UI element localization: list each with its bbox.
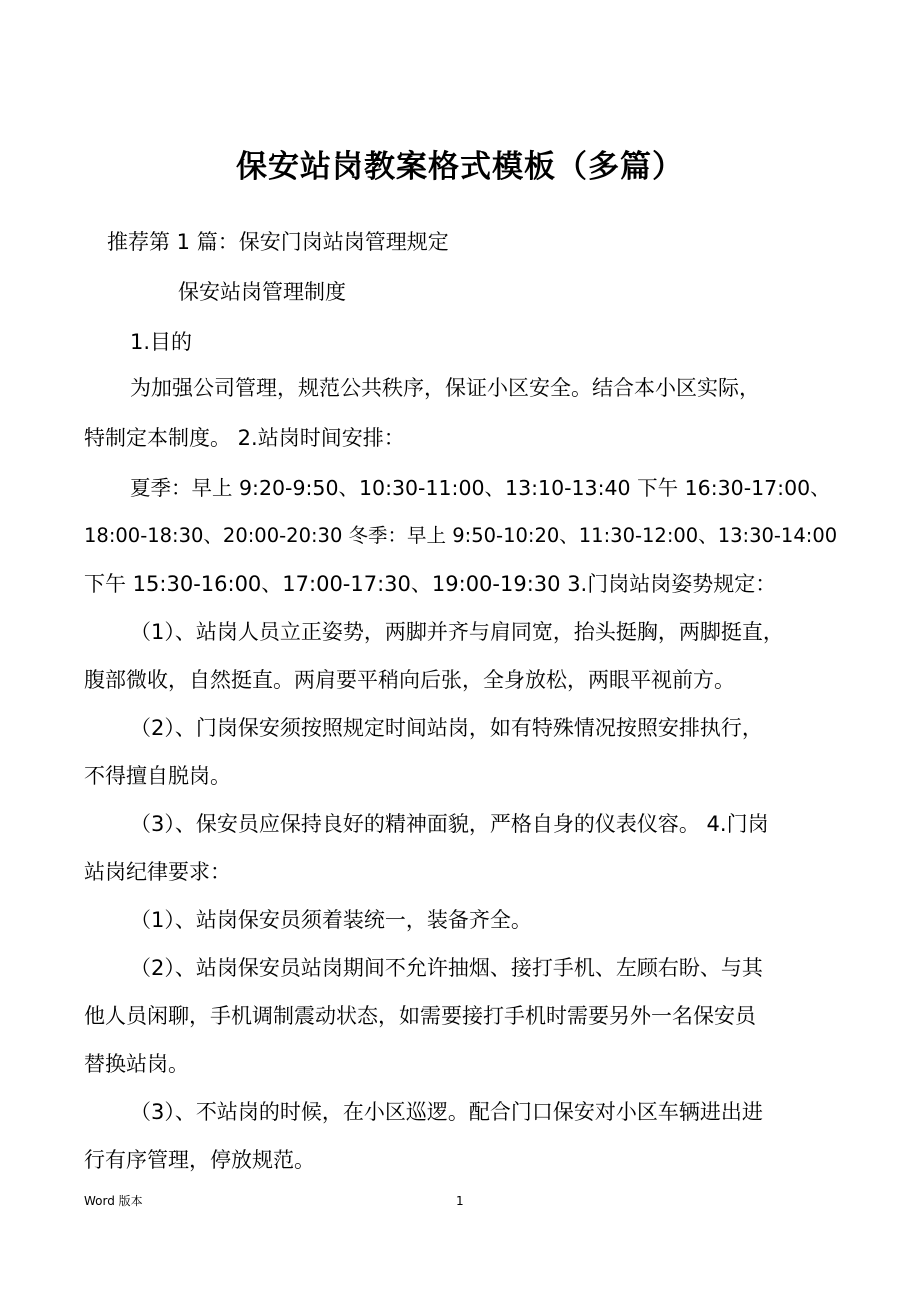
paragraph-line: 特制定本制度。 2.站岗时间安排： — [84, 426, 405, 450]
paragraph-line: 替换站岗。 — [84, 1052, 189, 1076]
paragraph-line: （2）、站岗保安员站岗期间不允许抽烟、接打手机、左顾右盼、与其 — [130, 956, 763, 980]
paragraph-line: （2）、门岗保安须按照规定时间站岗，如有特殊情况按照安排执行， — [130, 716, 763, 740]
paragraph-line: 1.目的 — [130, 330, 193, 354]
paragraph-line: 夏季：早上 9:20-9:50、10:30-11:00、13:10-13:40 下午 16:30-17:00、 — [130, 476, 831, 500]
paragraph-line: （1）、站岗人员立正姿势，两脚并齐与肩同宽，抬头挺胸，两脚挺直， — [130, 620, 784, 644]
page-number: 1 — [456, 1194, 464, 1208]
paragraph-line: 为加强公司管理，规范公共秩序，保证小区安全。结合本小区实际， — [130, 376, 760, 400]
paragraph-line: 他人员闲聊，手机调制震动状态，如需要接打手机时需要另外一名保安员 — [84, 1004, 756, 1028]
footer-label: Word 版本 — [84, 1194, 143, 1208]
paragraph-line: 站岗纪律要求： — [84, 860, 231, 884]
paragraph-line: 腹部微收，自然挺直。两肩要平稍向后张，全身放松，两眼平视前方。 — [84, 668, 735, 692]
intro-heading: 推荐第 1 篇：保安门岗站岗管理规定 — [107, 230, 449, 254]
paragraph-line: 下午 15:30-16:00、17:00-17:30、19:00-19:30 3.门岗站岗姿势规定： — [84, 572, 777, 596]
paragraph-line: 行有序管理，停放规范。 — [84, 1148, 315, 1172]
paragraph-line: 18:00-18:30、20:00-20:30 冬季：早上 9:50-10:20、11:30-12:00、13:30-14:00 — [84, 524, 838, 547]
paragraph-line: 不得擅自脱岗。 — [84, 764, 231, 788]
section-heading: 保安站岗管理制度 — [178, 280, 346, 304]
paragraph-line: （3）、保安员应保持良好的精神面貌，严格自身的仪表仪容。 4.门岗 — [130, 812, 769, 836]
paragraph-line: （3）、不站岗的时候，在小区巡逻。配合门口保安对小区车辆进出进 — [130, 1100, 763, 1124]
document-title: 保安站岗教案格式模板（多篇） — [236, 149, 684, 185]
paragraph-line: （1）、站岗保安员须着装统一，装备齐全。 — [130, 908, 532, 932]
